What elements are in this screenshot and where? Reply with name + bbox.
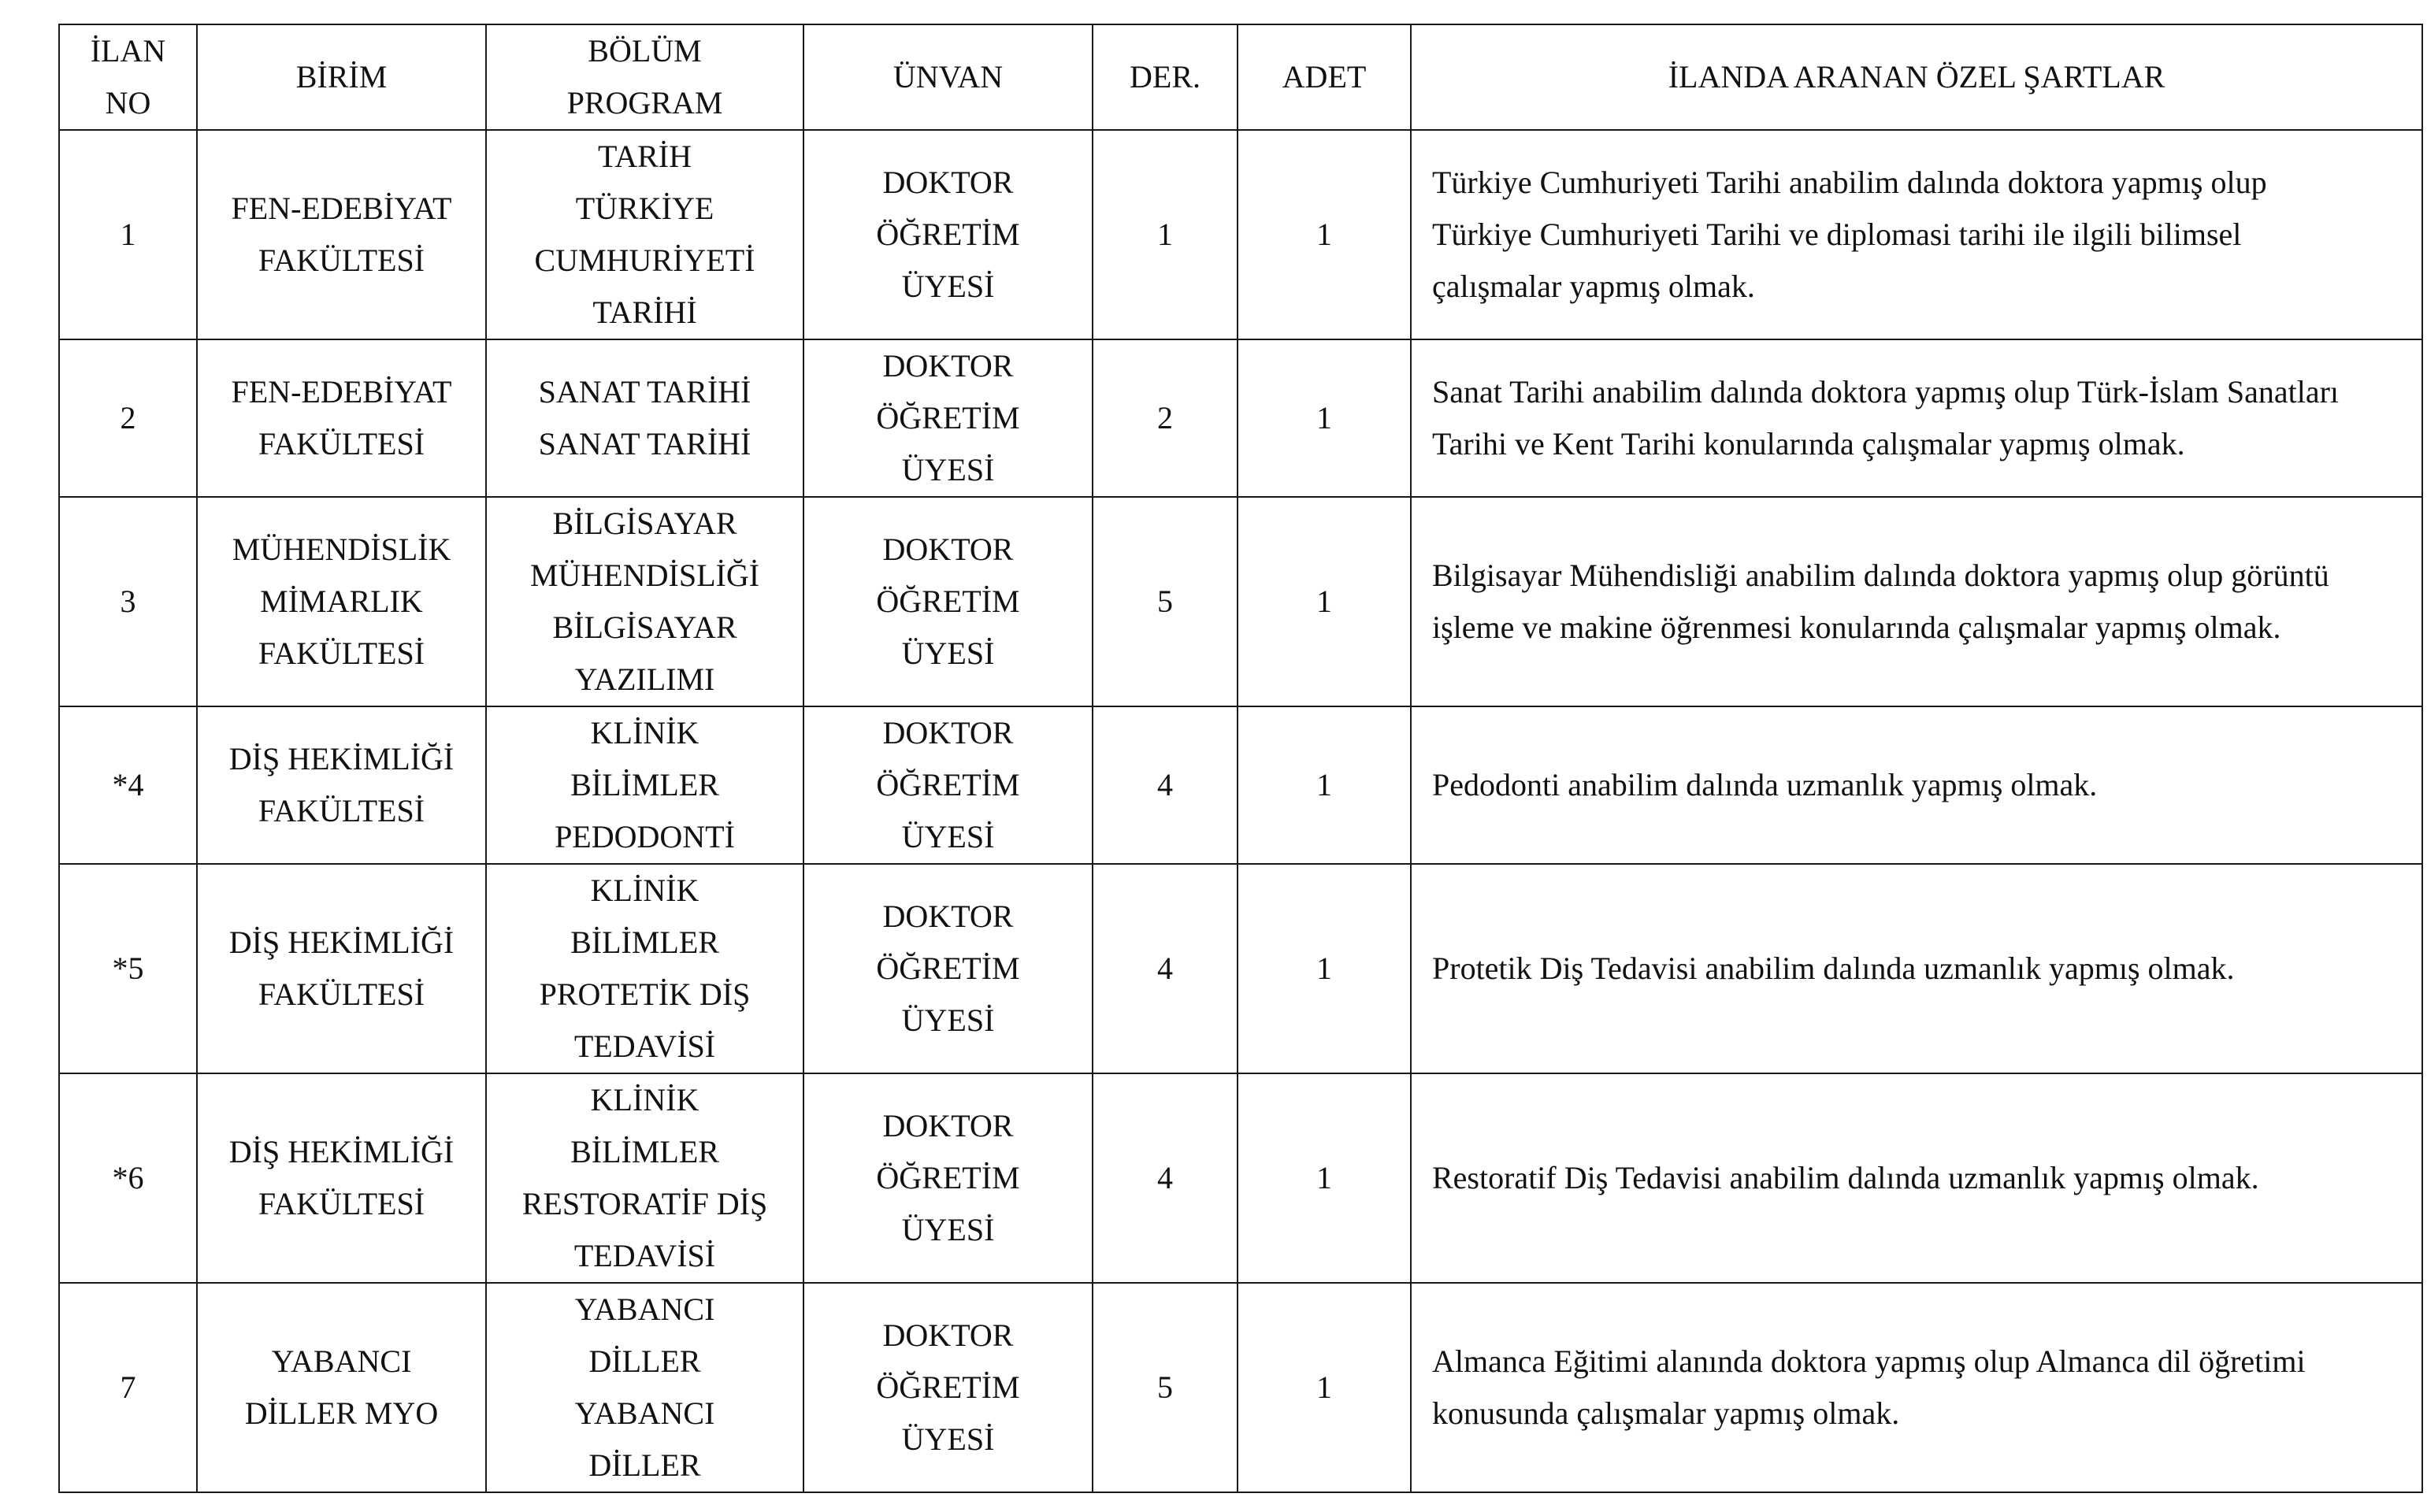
cell-sartlar [1411, 339, 2422, 497]
cell-line: PROTETİK DİŞ [539, 976, 751, 1012]
cell-ilan-no: 3 [59, 497, 197, 706]
cell-line: ÖĞRETİM [876, 951, 1020, 986]
header-ilan-no: İLAN NO [59, 24, 197, 130]
cell-line: Sanat Tarihi anabilim dalında doktora yapmış olup Türk-İslam Sanatları [1432, 374, 2340, 410]
cell-adet: 1 [1238, 1073, 1411, 1283]
table-row [59, 497, 2422, 706]
cell-line: Almanca Eğitimi alanında doktora yapmış olup Almanca dil öğretimi [1432, 1343, 2306, 1379]
cell-line: DOKTOR [882, 532, 1014, 567]
table-row [59, 706, 2422, 864]
cell-birim [197, 1283, 486, 1492]
cell-line: işleme ve makine öğrenmesi konularında çalışmalar yapmış olmak. [1432, 610, 2281, 645]
cell-derece: 4 [1093, 706, 1238, 864]
cell-line: BİLİMLER [570, 925, 719, 960]
cell-sartlar [1411, 497, 2422, 706]
cell-derece: 2 [1093, 339, 1238, 497]
cell-derece: 1 [1093, 130, 1238, 339]
cell-line: Türkiye Cumhuriyeti Tarihi ve diplomasi tarihi ile ilgili bilimsel [1432, 217, 2242, 252]
cell-line: YABANCI [574, 1395, 715, 1431]
cell-line: ÜYESİ [901, 1002, 995, 1038]
cell-adet: 1 [1238, 864, 1411, 1073]
cell-line: KLİNİK [590, 715, 700, 750]
cell-line: DİŞ HEKİMLİĞİ [228, 741, 455, 776]
cell-line: SANAT TARİHİ [538, 426, 751, 461]
cell-sartlar [1411, 130, 2422, 339]
table-body [59, 130, 2422, 1492]
cell-line: DOKTOR [882, 1317, 1014, 1353]
cell-line: DİŞ HEKİMLİĞİ [228, 925, 455, 960]
cell-adet: 1 [1238, 339, 1411, 497]
cell-birim [197, 339, 486, 497]
cell-line: ÖĞRETİM [876, 584, 1020, 619]
cell-unvan [803, 1073, 1093, 1283]
cell-line: ÖĞRETİM [876, 1160, 1020, 1195]
cell-ilan-no: 7 [59, 1283, 197, 1492]
cell-line: TARİH [597, 139, 692, 174]
cell-line: BİLGİSAYAR [552, 506, 737, 541]
cell-line: YAZILIMI [574, 662, 715, 697]
cell-line: KLİNİK [590, 873, 700, 908]
cell-line: DOKTOR [882, 348, 1014, 384]
cell-line: ÖĞRETİM [876, 1369, 1020, 1405]
cell-line: Tarihi ve Kent Tarihi konularında çalışmalar yapmış olmak. [1432, 426, 2185, 461]
cell-ilan-no: *6 [59, 1073, 197, 1283]
cell-line: DOKTOR [882, 1108, 1014, 1143]
cell-line: TEDAVİSİ [573, 1238, 716, 1273]
cell-birim [197, 864, 486, 1073]
cell-bolum-program [486, 1073, 803, 1283]
header-adet: ADET [1238, 24, 1411, 130]
cell-birim [197, 1073, 486, 1283]
cell-line: çalışmalar yapmış olmak. [1432, 269, 1755, 304]
header-sartlar: İLANDA ARANAN ÖZEL ŞARTLAR [1411, 24, 2422, 130]
cell-line: Restoratif Diş Tedavisi anabilim dalında uzmanlık yapmış olmak. [1432, 1160, 2259, 1195]
cell-bolum-program [486, 864, 803, 1073]
cell-line: FAKÜLTESİ [258, 243, 425, 278]
header-derece: DER. [1093, 24, 1238, 130]
cell-unvan [803, 864, 1093, 1073]
cell-line: FAKÜLTESİ [258, 636, 425, 671]
cell-line: MÜHENDİSLİĞİ [529, 558, 760, 593]
table-row [59, 130, 2422, 339]
cell-line: FAKÜLTESİ [258, 1186, 425, 1221]
cell-line: FAKÜLTESİ [258, 426, 425, 461]
cell-line: Türkiye Cumhuriyeti Tarihi anabilim dalında doktora yapmış olup [1432, 165, 2267, 200]
cell-ilan-no: 2 [59, 339, 197, 497]
cell-line: FAKÜLTESİ [258, 976, 425, 1012]
cell-line: ÜYESİ [901, 1212, 995, 1247]
cell-line: ÖĞRETİM [876, 767, 1020, 802]
cell-line: Protetik Diş Tedavisi anabilim dalında uzmanlık yapmış olmak. [1432, 951, 2235, 986]
cell-adet: 1 [1238, 1283, 1411, 1492]
cell-line: KLİNİK [590, 1082, 700, 1117]
cell-line: BİLGİSAYAR [552, 610, 737, 645]
cell-line: BİLİMLER [570, 1134, 719, 1169]
cell-line: DİLLER [588, 1343, 701, 1379]
cell-adet: 1 [1238, 706, 1411, 864]
cell-line: DOKTOR [882, 165, 1014, 200]
cell-ilan-no: *4 [59, 706, 197, 864]
cell-derece: 4 [1093, 864, 1238, 1073]
cell-line: FEN-EDEBİYAT [231, 191, 452, 226]
cell-birim [197, 706, 486, 864]
cell-line: BİLİMLER [570, 767, 719, 802]
cell-bolum-program [486, 339, 803, 497]
cell-line: FEN-EDEBİYAT [231, 374, 452, 410]
cell-sartlar [1411, 1283, 2422, 1492]
cell-line: ÜYESİ [901, 636, 995, 671]
cell-unvan [803, 1283, 1093, 1492]
cell-line: TÜRKİYE [575, 191, 714, 226]
table-row [59, 1283, 2422, 1492]
ilan-table [58, 24, 2423, 1493]
cell-line: CUMHURİYETİ [534, 243, 755, 278]
cell-line: MİMARLIK [260, 584, 423, 619]
table-row [59, 1073, 2422, 1283]
cell-unvan [803, 706, 1093, 864]
cell-line: ÜYESİ [901, 269, 995, 304]
cell-line: DOKTOR [882, 715, 1014, 750]
cell-derece: 4 [1093, 1073, 1238, 1283]
cell-line: SANAT TARİHİ [538, 374, 751, 410]
header-birim: BİRİM [197, 24, 486, 130]
cell-line: ÜYESİ [901, 452, 995, 487]
cell-line: DİLLER [588, 1447, 701, 1483]
cell-bolum-program [486, 1283, 803, 1492]
cell-line: DİŞ HEKİMLİĞİ [228, 1134, 455, 1169]
cell-line: MÜHENDİSLİK [232, 532, 451, 567]
cell-line: YABANCI [271, 1343, 412, 1379]
cell-line: YABANCI [574, 1292, 715, 1327]
cell-derece: 5 [1093, 497, 1238, 706]
cell-sartlar [1411, 1073, 2422, 1283]
cell-unvan [803, 497, 1093, 706]
cell-line: DOKTOR [882, 899, 1014, 934]
header-row [59, 24, 2422, 130]
cell-derece: 5 [1093, 1283, 1238, 1492]
cell-line: RESTORATİF DİŞ [521, 1186, 768, 1221]
cell-unvan [803, 339, 1093, 497]
cell-ilan-no: 1 [59, 130, 197, 339]
cell-adet: 1 [1238, 497, 1411, 706]
cell-line: ÜYESİ [901, 1421, 995, 1457]
table-row [59, 864, 2422, 1073]
cell-line: Pedodonti anabilim dalında uzmanlık yapmış olmak. [1432, 767, 2098, 802]
cell-line: FAKÜLTESİ [258, 793, 425, 828]
cell-line: DİLLER MYO [244, 1395, 439, 1431]
cell-bolum-program [486, 497, 803, 706]
cell-line: TARİHİ [592, 295, 697, 330]
cell-line: ÖĞRETİM [876, 400, 1020, 435]
cell-unvan [803, 130, 1093, 339]
cell-line: PEDODONTİ [555, 819, 735, 854]
cell-birim [197, 497, 486, 706]
table-row [59, 339, 2422, 497]
cell-line: TEDAVİSİ [573, 1028, 716, 1064]
cell-line: Bilgisayar Mühendisliği anabilim dalında doktora yapmış olup görüntü [1432, 558, 2329, 593]
cell-line: konusunda çalışmalar yapmış olmak. [1432, 1395, 1900, 1431]
cell-line: ÖĞRETİM [876, 217, 1020, 252]
header-unvan: ÜNVAN [803, 24, 1093, 130]
cell-line: ÜYESİ [901, 819, 995, 854]
cell-sartlar [1411, 864, 2422, 1073]
cell-sartlar [1411, 706, 2422, 864]
header-bolum-program: BÖLÜM PROGRAM [486, 24, 803, 130]
cell-ilan-no: *5 [59, 864, 197, 1073]
cell-adet: 1 [1238, 130, 1411, 339]
cell-bolum-program [486, 706, 803, 864]
cell-birim [197, 130, 486, 339]
cell-bolum-program [486, 130, 803, 339]
